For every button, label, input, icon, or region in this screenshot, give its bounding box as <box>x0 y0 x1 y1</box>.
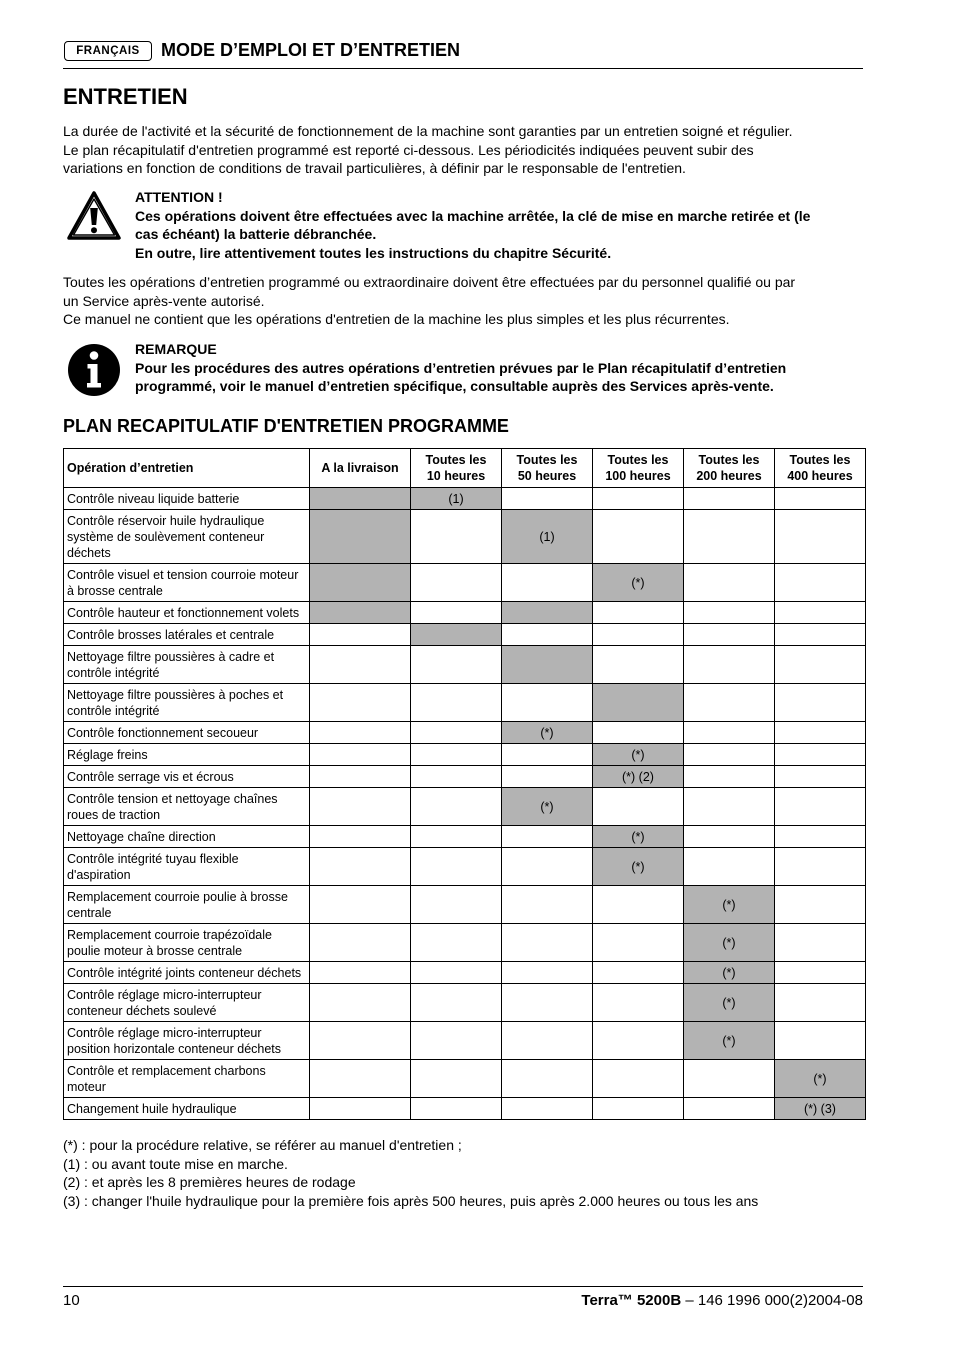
operation-cell <box>64 488 310 510</box>
operation-cell <box>64 962 310 984</box>
table-row <box>64 564 866 602</box>
table-row <box>64 848 866 886</box>
operation-line: Contrôle niveau liquide batterie <box>67 491 240 506</box>
schedule-cell <box>684 722 775 744</box>
schedule-cell <box>411 886 502 924</box>
operation-cell <box>64 684 310 722</box>
header-line: Toutes les <box>698 453 760 467</box>
operation-line: Remplacement courroie poulie à brosse <box>67 889 288 904</box>
scheduled-cell: (*) <box>502 722 593 744</box>
header-line: Toutes les <box>789 453 851 467</box>
attention-line: Ces opérations doivent être effectuées avec la machine arrêtée, la clé de mise en marche retirée et (le <box>135 207 811 224</box>
schedule-cell <box>411 564 502 602</box>
schedule-cell <box>502 766 593 788</box>
info-icon <box>66 342 122 398</box>
operation-line: poulie moteur à brosse centrale <box>67 943 243 958</box>
schedule-cell <box>310 744 411 766</box>
schedule-cell <box>502 1022 593 1060</box>
scheduled-cell: (*) <box>775 1060 866 1098</box>
header-line: 400 heures <box>787 469 853 483</box>
schedule-cell <box>775 1022 866 1060</box>
schedule-cell <box>502 684 593 722</box>
column-header-interval <box>593 449 684 488</box>
schedule-cell <box>684 488 775 510</box>
document-reference <box>581 1292 863 1309</box>
schedule-cell <box>593 646 684 684</box>
attention-line: En outre, lire attentivement toutes les instructions du chapitre Sécurité. <box>135 244 612 261</box>
footnotes <box>63 1136 758 1210</box>
operation-line: Nettoyage chaîne direction <box>67 829 216 844</box>
operation-cell <box>64 564 310 602</box>
schedule-cell <box>310 788 411 826</box>
schedule-cell <box>593 602 684 624</box>
table-row <box>64 684 866 722</box>
table-row <box>64 886 866 924</box>
operation-line: Contrôle réglage micro-interrupteur <box>67 987 262 1002</box>
schedule-cell <box>684 848 775 886</box>
header-line: 10 heures <box>426 469 486 483</box>
operation-line: Réglage freins <box>67 747 148 762</box>
table-row <box>64 924 866 962</box>
schedule-cell <box>593 924 684 962</box>
schedule-cell <box>775 684 866 722</box>
header-line: 100 heures <box>605 469 671 483</box>
footnote: (2) : et après les 8 premières heures de rodage <box>63 1174 356 1191</box>
operation-cell <box>64 1060 310 1098</box>
schedule-cell <box>411 1060 502 1098</box>
schedule-cell <box>775 984 866 1022</box>
header-line: 200 heures <box>696 469 762 483</box>
operation-line: conteneur déchets soulevé <box>67 1003 217 1018</box>
schedule-cell <box>502 744 593 766</box>
operation-cell <box>64 826 310 848</box>
operation-cell <box>64 886 310 924</box>
table-row <box>64 962 866 984</box>
remark-line: REMARQUE <box>135 341 217 357</box>
schedule-cell <box>411 788 502 826</box>
schedule-cell <box>593 788 684 826</box>
page-number: 10 <box>63 1292 80 1309</box>
intro-paragraph <box>63 122 863 178</box>
schedule-cell <box>411 1022 502 1060</box>
column-header-interval <box>684 449 775 488</box>
schedule-cell <box>411 848 502 886</box>
schedule-cell <box>310 646 411 684</box>
scheduled-cell: (*) <box>502 788 593 826</box>
schedule-cell <box>411 510 502 564</box>
scheduled-cell: (*) <box>593 848 684 886</box>
schedule-cell <box>593 624 684 646</box>
operations-paragraph <box>63 273 863 329</box>
header-line: Toutes les <box>425 453 487 467</box>
remark-line: Pour les procédures des autres opérations d’entretien prévues par le Plan récapitulatif d’entretien <box>135 359 787 376</box>
table-row <box>64 646 866 684</box>
schedule-cell <box>310 1022 411 1060</box>
attention-note <box>135 188 865 262</box>
scheduled-cell: (*) <box>593 564 684 602</box>
operation-cell <box>64 766 310 788</box>
schedule-cell <box>502 1060 593 1098</box>
schedule-cell <box>593 1098 684 1120</box>
operation-line: Contrôle réservoir huile hydraulique <box>67 513 265 528</box>
schedule-cell <box>411 744 502 766</box>
operation-line: contrôle intégrité <box>67 703 160 718</box>
schedule-cell <box>684 1098 775 1120</box>
reference-code: – 146 1996 000(2)2004-08 <box>681 1292 863 1309</box>
scheduled-cell <box>411 624 502 646</box>
schedule-cell <box>411 984 502 1022</box>
scheduled-cell <box>310 564 411 602</box>
operation-cell <box>64 624 310 646</box>
schedule-cell <box>593 962 684 984</box>
scheduled-cell: (1) <box>502 510 593 564</box>
operation-line: contrôle intégrité <box>67 665 160 680</box>
operation-line: système de soulèvement conteneur <box>67 529 265 544</box>
operation-line: Contrôle serrage vis et écrous <box>67 769 234 784</box>
schedule-cell <box>775 826 866 848</box>
scheduled-cell: (*) <box>684 886 775 924</box>
schedule-cell <box>310 848 411 886</box>
column-header-interval <box>502 449 593 488</box>
schedule-cell <box>775 510 866 564</box>
footnote: (3) : changer l'huile hydraulique pour la première fois après 500 heures, puis après 2.000 heures ou tous les ans <box>63 1192 759 1209</box>
schedule-cell <box>411 924 502 962</box>
operation-line: Contrôle intégrité joints conteneur déchets <box>67 965 302 980</box>
operations-line: Toutes les opérations d’entretien programmé ou extraordinaire doivent être effectuées par du personnel qualifié ou par <box>63 274 796 290</box>
schedule-cell <box>411 722 502 744</box>
operation-line: Contrôle visuel et tension courroie moteur <box>67 567 299 582</box>
schedule-cell <box>775 722 866 744</box>
schedule-cell <box>310 886 411 924</box>
schedule-cell <box>775 744 866 766</box>
schedule-cell <box>775 624 866 646</box>
operation-cell <box>64 510 310 564</box>
column-header-interval <box>411 449 502 488</box>
scheduled-cell <box>310 602 411 624</box>
operation-line: Changement huile hydraulique <box>67 1101 237 1116</box>
header-line: A la livraison <box>321 461 399 475</box>
scheduled-cell: (1) <box>411 488 502 510</box>
operation-line: Nettoyage filtre poussières à cadre et <box>67 649 275 664</box>
table-row <box>64 602 866 624</box>
operation-cell <box>64 602 310 624</box>
scheduled-cell: (*) <box>684 984 775 1022</box>
scheduled-cell: (*) <box>593 744 684 766</box>
table-row <box>64 744 866 766</box>
table-row <box>64 826 866 848</box>
schedule-cell <box>502 924 593 962</box>
scheduled-cell: (*) <box>684 1022 775 1060</box>
footnote: (1) : ou avant toute mise en marche. <box>63 1155 288 1172</box>
operation-cell <box>64 744 310 766</box>
operation-cell <box>64 1022 310 1060</box>
operation-line: roues de traction <box>67 807 161 822</box>
schedule-cell <box>310 924 411 962</box>
scheduled-cell: (*) (3) <box>775 1098 866 1120</box>
header-line: Toutes les <box>607 453 669 467</box>
header-divider <box>63 68 863 69</box>
warning-triangle-icon <box>66 188 122 244</box>
schedule-cell <box>775 602 866 624</box>
schedule-cell <box>502 962 593 984</box>
scheduled-cell: (*) <box>684 924 775 962</box>
schedule-cell <box>310 826 411 848</box>
schedule-cell <box>684 1060 775 1098</box>
table-row <box>64 788 866 826</box>
schedule-cell <box>310 962 411 984</box>
schedule-cell <box>593 984 684 1022</box>
schedule-cell <box>684 826 775 848</box>
language-badge: FRANÇAIS <box>64 41 152 61</box>
schedule-cell <box>775 962 866 984</box>
schedule-cell <box>310 624 411 646</box>
schedule-cell <box>502 1098 593 1120</box>
operation-line: Contrôle brosses latérales et centrale <box>67 627 275 642</box>
footer-divider <box>63 1286 863 1287</box>
maintenance-schedule-table <box>63 448 866 1120</box>
schedule-cell <box>593 1060 684 1098</box>
table-row <box>64 1060 866 1098</box>
operation-line: d'aspiration <box>67 867 131 882</box>
scheduled-cell <box>310 510 411 564</box>
operation-line: Contrôle réglage micro-interrupteur <box>67 1025 262 1040</box>
scheduled-cell <box>502 602 593 624</box>
table-row <box>64 984 866 1022</box>
operation-line: Contrôle hauteur et fonctionnement volets <box>67 605 300 620</box>
product-name: Terra™ 5200B <box>581 1292 682 1309</box>
schedule-cell <box>411 646 502 684</box>
table-row <box>64 1022 866 1060</box>
schedule-cell <box>684 564 775 602</box>
operation-line: Contrôle et remplacement charbons <box>67 1063 266 1078</box>
schedule-cell <box>684 602 775 624</box>
operation-cell <box>64 1098 310 1120</box>
table-row <box>64 624 866 646</box>
operation-line: Contrôle intégrité tuyau flexible <box>67 851 239 866</box>
schedule-cell <box>502 564 593 602</box>
scheduled-cell: (*) (2) <box>593 766 684 788</box>
remark-note <box>135 340 865 396</box>
schedule-cell <box>593 488 684 510</box>
plan-title: PLAN RECAPITULATIF D'ENTRETIEN PROGRAMME <box>63 416 509 436</box>
schedule-cell <box>411 766 502 788</box>
schedule-cell <box>310 984 411 1022</box>
schedule-cell <box>411 684 502 722</box>
schedule-cell <box>684 766 775 788</box>
operation-line: moteur <box>67 1079 106 1094</box>
schedule-cell <box>502 488 593 510</box>
operation-cell <box>64 848 310 886</box>
schedule-cell <box>775 564 866 602</box>
schedule-cell <box>593 510 684 564</box>
operation-line: à brosse centrale <box>67 583 163 598</box>
schedule-cell <box>411 602 502 624</box>
operation-cell <box>64 722 310 744</box>
schedule-cell <box>593 722 684 744</box>
table-row <box>64 766 866 788</box>
operations-line: Ce manuel ne contient que les opérations d'entretien de la machine les plus simples et les plus récurrentes. <box>63 311 730 328</box>
schedule-cell <box>684 510 775 564</box>
schedule-cell <box>684 744 775 766</box>
header-line: Opération d’entretien <box>67 461 194 475</box>
schedule-cell <box>310 722 411 744</box>
schedule-cell <box>775 646 866 684</box>
attention-line: cas échéant) la batterie débranchée. <box>135 226 377 243</box>
scheduled-cell <box>593 684 684 722</box>
table-row <box>64 722 866 744</box>
schedule-cell <box>502 624 593 646</box>
header-line: 50 heures <box>517 469 577 483</box>
operation-line: Nettoyage filtre poussières à poches et <box>67 687 284 702</box>
schedule-cell <box>775 924 866 962</box>
operation-cell <box>64 646 310 684</box>
schedule-cell <box>411 1098 502 1120</box>
schedule-cell <box>593 1022 684 1060</box>
schedule-cell <box>593 886 684 924</box>
operation-line: Remplacement courroie trapézoïdale <box>67 927 272 942</box>
operation-line: déchets <box>67 545 111 560</box>
operation-cell <box>64 788 310 826</box>
schedule-cell <box>310 684 411 722</box>
footnote: (*) : pour la procédure relative, se référer au manuel d'entretien ; <box>63 1137 462 1153</box>
schedule-cell <box>684 624 775 646</box>
schedule-cell <box>684 684 775 722</box>
scheduled-cell: (*) <box>684 962 775 984</box>
section-title: ENTRETIEN <box>63 84 188 109</box>
schedule-cell <box>411 962 502 984</box>
intro-line: Le plan récapitulatif d'entretien programmé est reporté ci-dessous. Les périodicités indiquées peuvent subir des <box>63 141 754 158</box>
operations-line: un Service après-vente autorisé. <box>63 292 265 309</box>
schedule-cell <box>684 788 775 826</box>
schedule-cell <box>310 1098 411 1120</box>
schedule-cell <box>684 646 775 684</box>
column-header-interval <box>310 449 411 488</box>
operation-line: Contrôle fonctionnement secoueur <box>67 725 259 740</box>
schedule-cell <box>502 886 593 924</box>
schedule-cell <box>411 826 502 848</box>
scheduled-cell: (*) <box>593 826 684 848</box>
schedule-cell <box>502 848 593 886</box>
table-row <box>64 1098 866 1120</box>
schedule-cell <box>310 766 411 788</box>
scheduled-cell <box>502 646 593 684</box>
column-header-interval <box>775 449 866 488</box>
operation-cell <box>64 924 310 962</box>
schedule-cell <box>502 826 593 848</box>
remark-line: programmé, voir le manuel d’entretien spécifique, consultable auprès des Services après-vente. <box>135 378 774 395</box>
scheduled-cell <box>310 488 411 510</box>
schedule-cell <box>775 848 866 886</box>
schedule-cell <box>775 488 866 510</box>
column-header-operation <box>64 449 310 488</box>
intro-line: La durée de l'activité et la sécurité de fonctionnement de la machine sont garanties par un entretien soigné et régulier. <box>63 123 793 139</box>
attention-line: ATTENTION ! <box>135 189 223 205</box>
schedule-cell <box>775 766 866 788</box>
schedule-cell <box>775 788 866 826</box>
schedule-cell <box>502 984 593 1022</box>
table-row <box>64 488 866 510</box>
header-line: Toutes les <box>516 453 578 467</box>
schedule-cell <box>775 886 866 924</box>
operation-line: Contrôle tension et nettoyage chaînes <box>67 791 278 806</box>
table-row <box>64 510 866 564</box>
operation-line: position horizontale conteneur déchets <box>67 1041 282 1056</box>
operation-cell <box>64 984 310 1022</box>
schedule-cell <box>310 1060 411 1098</box>
intro-line: variations en fonction de conditions de travail particulières, à définir par le responsable de l'entretien. <box>63 160 686 177</box>
operation-line: centrale <box>67 905 112 920</box>
manual-title: MODE D’EMPLOI ET D’ENTRETIEN <box>161 40 461 60</box>
